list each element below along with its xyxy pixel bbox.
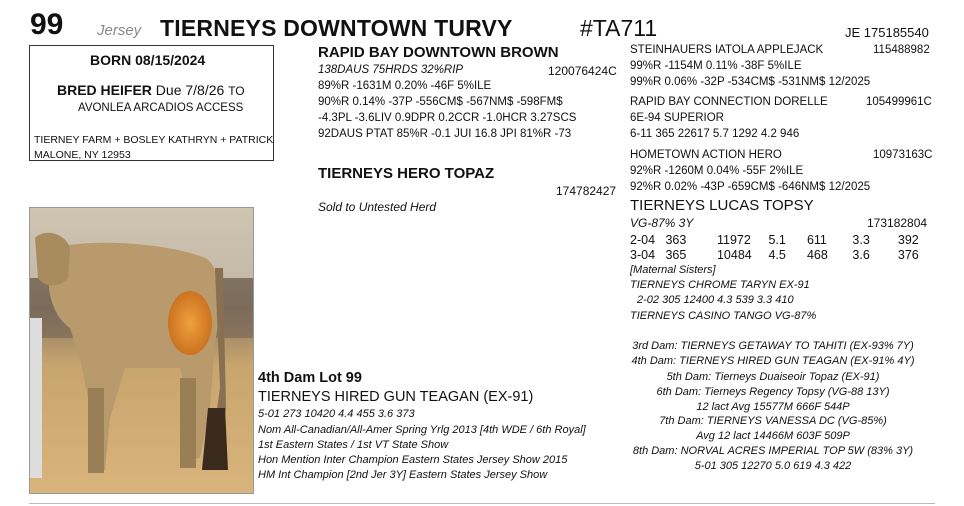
fourth-dam-heading: 4th Dam Lot 99	[258, 370, 362, 386]
fourth-dam-line: 1st Eastern States / 1st VT State Show	[258, 439, 449, 451]
sire-dam-registration: 105499961C	[866, 96, 932, 108]
record-fat: 611	[806, 233, 827, 247]
fourth-dam-line: Hon Mention Inter Champion Eastern States Jersey Show 2015	[258, 454, 568, 466]
record-days: 365	[665, 248, 687, 262]
sire-dam-line-1: 6E-94 SUPERIOR	[630, 112, 724, 124]
sibling-note: Sold to Untested Herd	[318, 200, 437, 214]
record-age: 2-04	[630, 233, 656, 247]
sire-sire-line-1: 99%R -1154M 0.11% -38F 5%ILE	[630, 60, 802, 72]
dam-records	[630, 233, 919, 262]
maternal-sisters-label: [Maternal Sisters]	[630, 264, 716, 276]
dam-record-row	[630, 233, 919, 247]
record-protein: 392	[897, 233, 919, 247]
registration-number: JE 175185540	[845, 25, 929, 40]
to-label: TO	[228, 84, 245, 98]
sister-1-name: TIERNEYS CHROME TARYN EX-91	[630, 279, 810, 291]
sire-sire-name: STEINHAUERS IATOLA APPLEJACK	[630, 44, 824, 56]
pedigree-line: 5th Dam: Tierneys Duaiseoir Topaz (EX-91)	[666, 371, 880, 383]
sire-line-4: -4.3PL -3.6LIV 0.9DPR 0.2CCR -1.0HCR 3.27SCS	[318, 112, 577, 124]
breed-label: Jersey	[97, 22, 142, 39]
fourth-dam-line: Nom All-Canadian/All-Amer Spring Yrlg 2013 [4th WDE / 6th Royal]	[258, 424, 586, 436]
lot-number: 99	[30, 8, 64, 41]
dam-classification: VG-87% 3Y	[630, 216, 694, 230]
pedigree-line: 3rd Dam: TIERNEYS GETAWAY TO TAHITI (EX-93% 7Y)	[632, 340, 914, 352]
ear-tag: #TA711	[580, 15, 658, 41]
pedigree-line: 6th Dam: Tierneys Regency Topsy (VG-88 13Y)	[656, 386, 890, 398]
record-fat-pct: 5.1	[768, 233, 786, 247]
sire-registration: 120076424C	[548, 64, 617, 78]
sire-line-5: 92DAUS PTAT 85%R -0.1 JUI 16.8 JPI 81%R -73	[318, 128, 572, 140]
sire-dam-name: RAPID BAY CONNECTION DORELLE	[630, 96, 828, 108]
record-fat: 468	[806, 248, 828, 262]
animal-name: TIERNEYS DOWNTOWN TURVY	[160, 15, 513, 41]
dam-registration: 173182804	[867, 216, 928, 230]
pedigree-line: 8th Dam: NORVAL ACRES IMPERIAL TOP 5W (83% 3Y)	[632, 445, 914, 457]
sister-1-record: 2-02 305 12400 4.3 539 3.3 410	[637, 294, 794, 306]
due-date: Due 7/8/26	[155, 82, 225, 98]
dam-sire-line-2: 92%R 0.02% -43P -659CM$ -646NM$ 12/2025	[630, 181, 871, 193]
pedigree-line: Avg 12 lact 14466M 603F 509P	[696, 430, 850, 442]
sire-sire-line-2: 99%R 0.06% -32P -534CM$ -531NM$ 12/2025	[630, 76, 871, 88]
record-protein-pct: 3.3	[852, 233, 870, 247]
dam-name: TIERNEYS LUCAS TOPSY	[630, 197, 814, 214]
sibling-name: TIERNEYS HERO TOPAZ	[318, 165, 495, 182]
sibling-registration: 174782427	[556, 184, 617, 198]
info-box	[29, 45, 274, 161]
sire-line-1: 138DAUS 75HRDS 32%RIP	[318, 64, 464, 76]
dam-record-row	[630, 248, 919, 262]
record-protein: 376	[897, 248, 919, 262]
pedigree-line: 4th Dam: TIERNEYS HIRED GUN TEAGAN (EX-91% 4Y)	[631, 355, 915, 367]
dam-sire-line-1: 92%R -1260M 0.04% -55F 2%ILE	[630, 165, 804, 177]
bred-status	[57, 82, 245, 98]
service-sire: AVONLEA ARCADIOS ACCESS	[78, 102, 244, 114]
record-milk: 10484	[716, 248, 752, 262]
pedigree-line: 12 lact Avg 15577M 666F 544P	[696, 401, 850, 413]
sire-line-2: 89%R -1631M 0.20% -46F 5%ILE	[318, 80, 492, 92]
fourth-dam-name: TIERNEYS HIRED GUN TEAGAN (EX-91)	[258, 389, 534, 405]
record-milk: 11972	[716, 233, 751, 247]
dam-sire-registration: 10973163C	[873, 149, 933, 161]
birth-date: BORN 08/15/2024	[90, 52, 206, 68]
consignor-name: TIERNEY FARM + BOSLEY KATHRYN + PATRICK	[34, 134, 274, 146]
sire-sire-registration: 115488982	[873, 44, 930, 56]
record-days: 363	[665, 233, 687, 247]
fourth-dam-line: HM Int Champion [2nd Jer 3Y] Eastern States Jersey Show	[258, 469, 548, 481]
record-age: 3-04	[630, 248, 656, 262]
bottom-divider	[29, 503, 935, 504]
record-fat-pct: 4.5	[768, 248, 786, 262]
sister-2-name: TIERNEYS CASINO TANGO VG-87%	[630, 310, 817, 322]
pedigree-line: 5-01 305 12270 5.0 619 4.3 422	[694, 460, 852, 472]
dam-sire-name: HOMETOWN ACTION HERO	[630, 149, 782, 161]
bred-heifer-label: BRED HEIFER	[57, 82, 152, 98]
record-protein-pct: 3.6	[852, 248, 870, 262]
cow-photo	[29, 207, 254, 494]
fourth-dam-line: 5-01 273 10420 4.4 455 3.6 373	[258, 408, 415, 420]
consignor-location: MALONE, NY 12953	[34, 149, 131, 161]
sire-dam-line-2: 6-11 365 22617 5.7 1292 4.2 946	[630, 128, 800, 140]
pedigree-line: 7th Dam: TIERNEYS VANESSA DC (VG-85%)	[659, 415, 887, 427]
sire-line-3: 90%R 0.14% -37P -556CM$ -567NM$ -598FM$	[318, 96, 563, 108]
sire-name: RAPID BAY DOWNTOWN BROWN	[318, 44, 559, 61]
